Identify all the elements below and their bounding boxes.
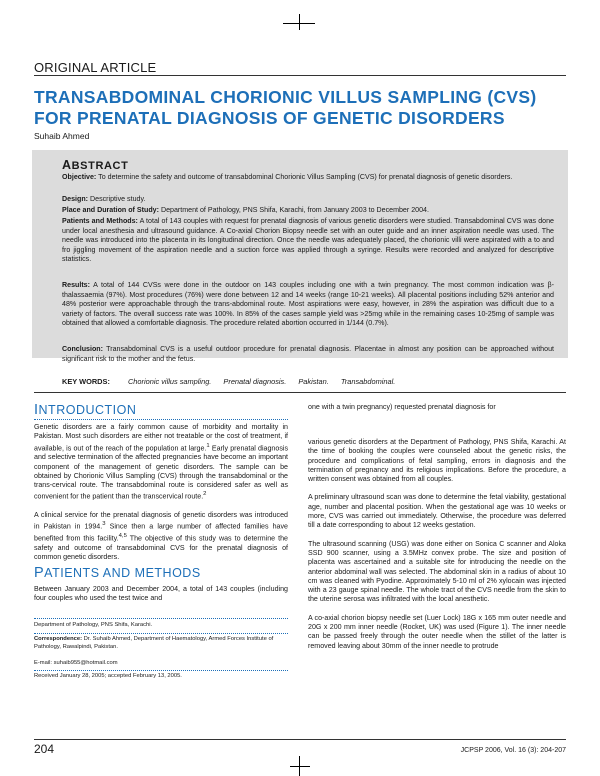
- crop-mark-top: [299, 14, 300, 30]
- abstract-conclusion: Conclusion: Transabdominal CVS is a useful outdoor procedure for prenatal diagnosis. Placentae in almost any position can be approached without significant risk to the mother and the fetus.: [62, 345, 554, 363]
- intro-paragraph-1: Genetic disorders are a fairly common cause of morbidity and mortality in Pakistan. Most such disorders are either not treatable or the cost of treatment, if available, is out of the reach of the population at large.$^1$ Early prenatal diagnosis and selective termination of the affected pregnancies have become an important component of the management of genetic disorders. The sample can be obtained by Chorionic Villus Sampling (CVS) through the transabdominal or the trans-cervical route. The transabdominal route is considered safer as well as convenient for the patient than the transcervical route.$^2$: [34, 423, 288, 501]
- title-line-1: TRANSABDOMINAL CHORIONIC VILLUS SAMPLING (CVS): [34, 87, 537, 107]
- crop-mark-bottom-h: [290, 766, 310, 767]
- footnote-received: Received January 28, 2005; accepted February 13, 2005.: [34, 673, 182, 679]
- introduction-heading: INTRODUCTION: [34, 402, 137, 418]
- footnote-correspondence: Correspondence: Dr. Suhaib Ahmed, Department of Haematology, Armed Forces Institute of Pathology, Rawalpindi, Pakistan.: [34, 636, 274, 650]
- abstract-heading: ABSTRACT: [62, 158, 129, 172]
- keywords: KEY WORDS: Chorionic villus sampling. Prenatal diagnosis. Pakistan. Transabdominal.: [62, 377, 396, 386]
- keyword: Chorionic villus sampling.: [127, 377, 212, 386]
- methods-text: Between January 2003 and December 2004, a total of 143 couples (including four couples who used the test twice and: [34, 585, 288, 603]
- abstract-patients-methods: Patients and Methods: A total of 143 couples with request for prenatal diagnosis of various genetic disorders were studied. Transabdominal CVS was done under local anesthesia and ultrasound guidance. A Co-axial Chorion Biopsy needle set with an outer guide and an inner aspiration needle was used. The needle was introduced into the placenta in its longitudinal direction. Once the needle was adequately placed, the chorionic villi were aspirated with a to and fro jiggling movement of the aspiration needle and a suction force was applied through a syringe. Results were recorded and analyzed for descriptive statistics.: [62, 217, 554, 264]
- keyword: Pakistan.: [298, 377, 329, 386]
- intro-heading-rule: [34, 419, 288, 420]
- footnote-rule-2: [34, 633, 288, 634]
- methods-paragraph-2: A preliminary ultrasound scan was done to determine the fetal viability, gestational age, number and placental position. When the gestational age was 10 weeks or more, CVS was carried out immediately. Otherwise, the procedure was deferred till a date corresponding to about 12 weeks gestation.: [308, 493, 566, 530]
- author: Suhaib Ahmed: [34, 131, 90, 141]
- footnote-email: E-mail: suhaib955@hotmail.com: [34, 660, 118, 666]
- methods-paragraph-3: The ultrasound scanning (USG) was done either on Sonica C scanner and Aloka SSD 900 scanner, using a 3.5MHz convex probe. The size and position of placenta was ascertained and a suitable site for introducing the needle on the anterior abdominal wall was selected. The abdominal skin in a radius of about 10 cm was cleaned with Pyodine. Approximately 5-10 ml of 2% xylocain was injected with a 23 gauge spinal needle. The whole tract of the CVS needle from the skin to the uterine serosa was infiltrated with the local anesthetic.: [308, 539, 566, 604]
- footnote-rule-3: [34, 670, 288, 671]
- abstract-place: Place and Duration of Study: Department of Pathology, PNS Shifa, Karachi, from January 2003 to December 2004.: [62, 206, 429, 214]
- header-rule: [34, 75, 566, 76]
- journal-citation: JCPSP 2006, Vol. 16 (3): 204-207: [460, 747, 566, 754]
- article-type: ORIGINAL ARTICLE: [34, 60, 157, 75]
- title-line-2: FOR PRENATAL DIAGNOSIS OF GENETIC DISORDERS: [34, 108, 505, 128]
- footnote-dept: Department of Pathology, PNS Shifa, Karachi.: [34, 622, 153, 628]
- abstract-design: Design: Descriptive study.: [62, 195, 146, 203]
- keywords-rule: [34, 392, 566, 393]
- right-col-top-line: one with a twin pregnancy) requested prenatal diagnosis for: [308, 403, 496, 411]
- keyword: Prenatal diagnosis.: [223, 377, 287, 386]
- footnote-rule: [34, 618, 288, 619]
- methods-continued: [308, 438, 566, 651]
- abstract-results: Results: A total of 144 CVSs were done in the outdoor on 143 couples including one with a twin pregnancy. The most common indication was β-thalassaemia (97%). Most procedures (76%) were done between 12 and 14 weeks (range 10-21 weeks). All placental positions including 52% anterior and 48% posterior were approachable through the trans-abdominal route. Most aspirations were easy, however, in 28% the aspiration was difficult due to a variety of factors. The overall success rate was 100%. In 85% of the cases sample yield was >25mg while in the remaining cases 10-25mg of sample was obtained that allowed a comfortable diagnosis. The procedure related abortion occurred in 1/144 (0.7%).: [62, 281, 554, 328]
- article-title: [34, 87, 564, 129]
- abstract-objective: Objective: To determine the safety and outcome of transabdominal Chorionic Villus Sampling (CVS) for prenatal diagnosis of genetic disorders.: [62, 173, 513, 181]
- page-number: 204: [34, 742, 55, 756]
- keyword: Transabdominal.: [340, 377, 396, 386]
- crop-mark-top-h: [283, 23, 315, 24]
- footer-rule: [34, 739, 566, 740]
- methods-paragraph-4: A co-axial chorion biopsy needle set (Luer Lock) 18G x 165 mm outer needle and 20G x 200 mm inner needle (Rocket, UK) was used (Figure 1). The inner needle can be passed freely through the outer needle when the stillet of the latter is removed leaving about 30mm of the inner needle to protrude: [308, 613, 566, 650]
- intro-paragraph-2: A clinical service for the prenatal diagnosis of genetic disorders was introduced in Pakistan in 1994.$^3$ Since then a large number of affected families have benefited from this facility.$^{4,5}$ The objective of this study was to determine the safety and outcome of transabdominal CVS for the prenatal diagnosis of common genetic disorders.: [34, 511, 288, 561]
- methods-paragraph-1: various genetic disorders at the Department of Pathology, PNS Shifa, Karachi. At the time of booking the couples were counseled about the genetic risks, the procedure and complications of fetal sampling, errors in diagnosis and the termination of pregnancy and its religious implications. Before the procedure, a written consent was obtained from all couples.: [308, 438, 566, 484]
- methods-heading: PATIENTS AND METHODS: [34, 565, 201, 581]
- introduction-text: [34, 423, 288, 562]
